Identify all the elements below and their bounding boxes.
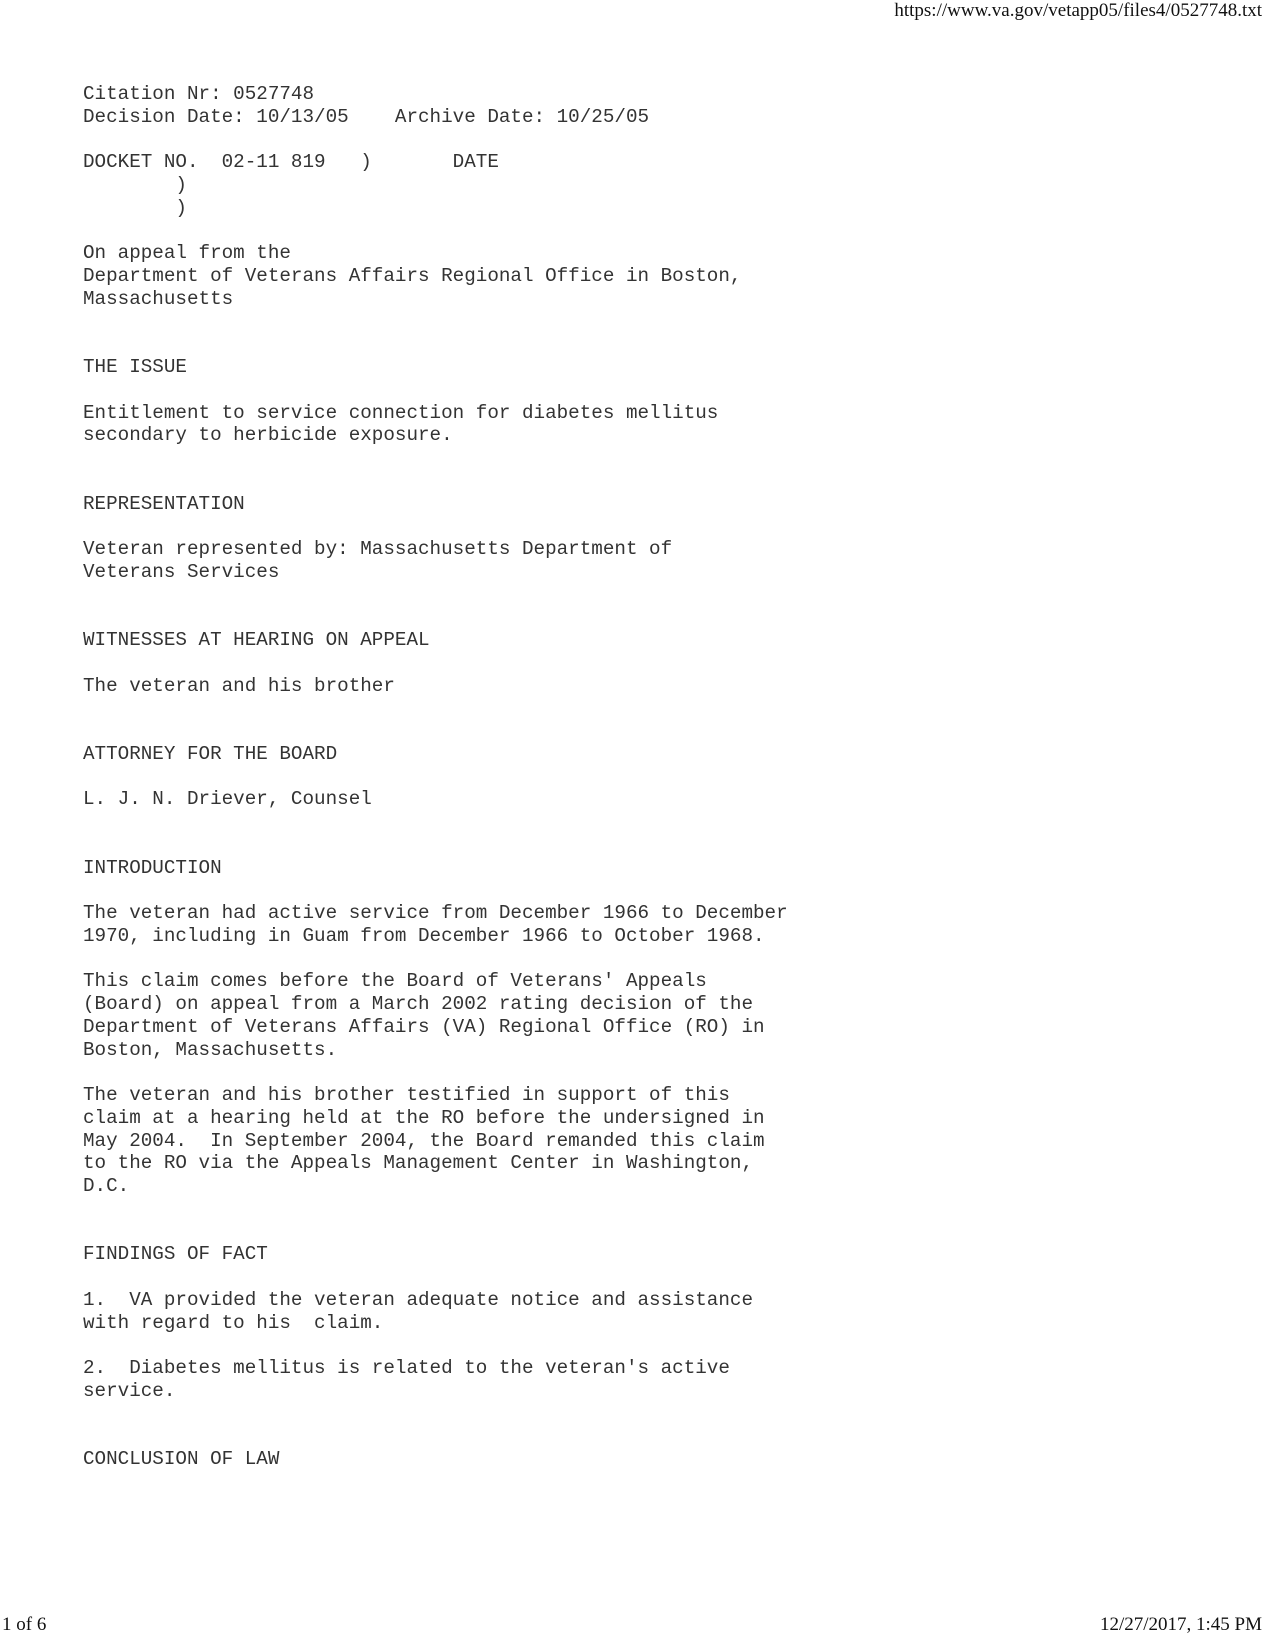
- document-line: [83, 129, 788, 152]
- document-line: 2. Diabetes mellitus is related to the veteran's active: [83, 1357, 730, 1379]
- document-line: 1. VA provided the veteran adequate notice and assistance: [83, 1288, 754, 1311]
- page-url: https://www.va.gov/vetapp05/files4/0527748.txt: [894, 0, 1262, 21]
- document-line: [83, 379, 788, 402]
- document-line: Citation Nr: 0527748: [83, 83, 315, 105]
- document-line: Entitlement to service connection for diabetes mellitus: [83, 401, 719, 424]
- document-line: D.C.: [83, 1175, 130, 1197]
- document-line: [83, 948, 788, 971]
- document-line: to the RO via the Appeals Management Center in Washington,: [83, 1152, 754, 1175]
- document-line: [83, 697, 788, 720]
- document-line: [83, 1425, 788, 1448]
- document-line: [83, 1061, 788, 1084]
- document-line: On appeal from the: [83, 242, 291, 265]
- document-line: secondary to herbicide exposure.: [83, 424, 453, 447]
- document-line: ): [83, 196, 187, 219]
- document-line: [83, 1221, 788, 1244]
- document-line: [83, 652, 788, 675]
- document-line: This claim comes before the Board of Veterans' Appeals: [83, 970, 707, 993]
- document-line: Decision Date: 10/13/05 Archive Date: 10/25/05: [83, 105, 650, 128]
- document-line: [83, 606, 788, 629]
- document-line: claim at a hearing held at the RO before the undersigned in: [83, 1106, 765, 1129]
- document-line: [83, 584, 788, 607]
- document-line: (Board) on appeal from a March 2002 rating decision of the: [83, 993, 754, 1015]
- document-line: May 2004. In September 2004, the Board remanded this claim: [83, 1129, 765, 1152]
- document-line: [83, 1198, 788, 1221]
- document-line: WITNESSES AT HEARING ON APPEAL: [83, 629, 430, 651]
- document-line: CONCLUSION OF LAW: [83, 1448, 280, 1470]
- document-line: [83, 879, 788, 902]
- document-line: [83, 311, 788, 334]
- document-line: Veteran represented by: Massachusetts Department of: [83, 538, 673, 560]
- document-line: FINDINGS OF FACT: [83, 1243, 268, 1266]
- document-line: The veteran and his brother testified in support of this: [83, 1084, 730, 1106]
- document-line: [83, 220, 788, 243]
- document-line: service.: [83, 1379, 176, 1402]
- document-line: L. J. N. Driever, Counsel: [83, 788, 372, 811]
- document-line: [83, 333, 788, 356]
- document-line: The veteran had active service from December 1966 to December: [83, 902, 788, 924]
- document-line: [83, 766, 788, 789]
- document-line: Department of Veterans Affairs Regional Office in Boston,: [83, 265, 742, 287]
- document-line: INTRODUCTION: [83, 856, 222, 879]
- document-line: Department of Veterans Affairs (VA) Regional Office (RO) in: [83, 1015, 765, 1038]
- document-line: [83, 515, 788, 538]
- print-timestamp: 12/27/2017, 1:45 PM: [1099, 1614, 1262, 1635]
- document-line: [83, 834, 788, 857]
- page-number: 1 of 6: [2, 1614, 47, 1635]
- document-line: ATTORNEY FOR THE BOARD: [83, 742, 338, 765]
- document-line: with regard to his claim.: [83, 1311, 384, 1334]
- document-line: DOCKET NO. 02-11 819 ) DATE: [83, 151, 499, 174]
- document-line: REPRESENTATION: [83, 492, 245, 515]
- document-line: 1970, including in Guam from December 1966 to October 1968.: [83, 924, 765, 947]
- document-line: [83, 811, 788, 834]
- document-line: [83, 1403, 788, 1426]
- document-line: [83, 1266, 788, 1289]
- document-line: [83, 447, 788, 470]
- document-line: THE ISSUE: [83, 356, 187, 378]
- document-line: ): [83, 174, 187, 196]
- document-line: The veteran and his brother: [83, 674, 395, 697]
- document-line: [83, 720, 788, 743]
- document-body: [83, 83, 788, 1471]
- document-line: Veterans Services: [83, 560, 280, 583]
- document-line: [83, 1334, 788, 1357]
- document-line: Boston, Massachusetts.: [83, 1038, 338, 1061]
- document-line: Massachusetts: [83, 287, 234, 310]
- document-line: [83, 470, 788, 493]
